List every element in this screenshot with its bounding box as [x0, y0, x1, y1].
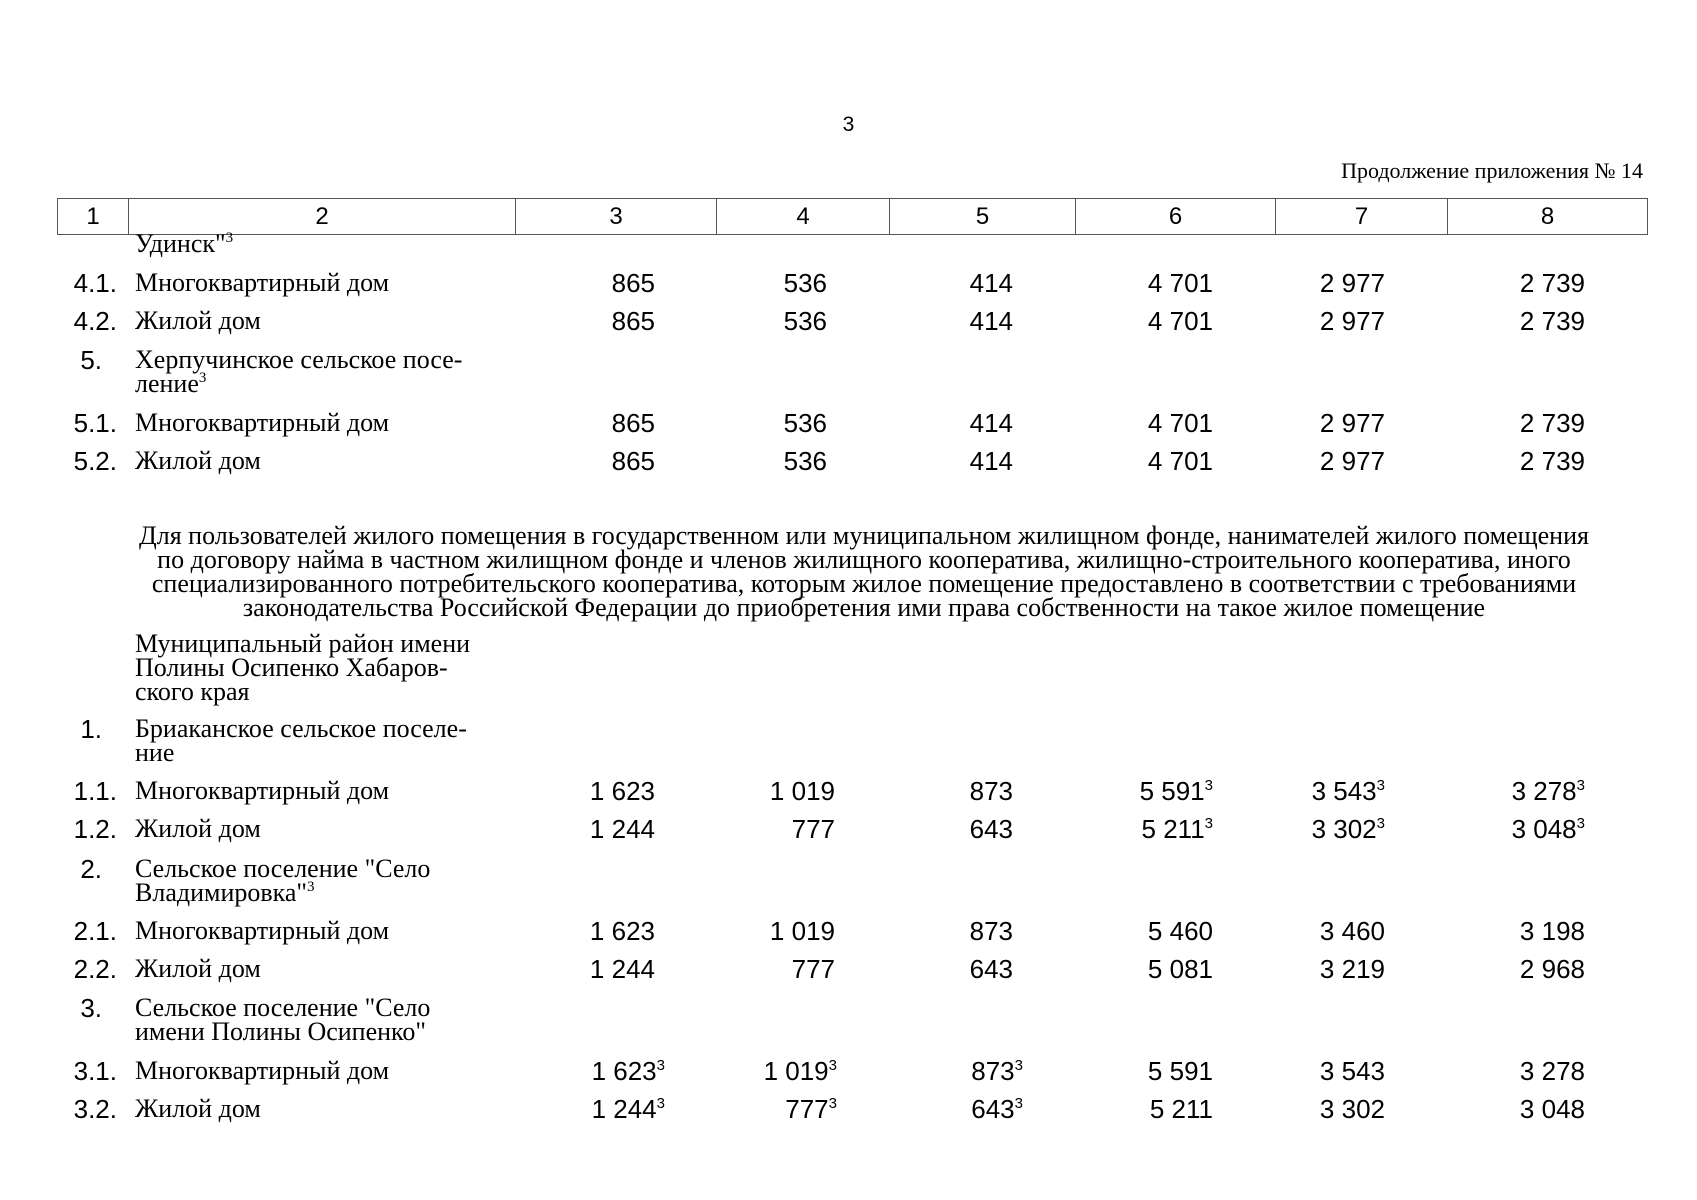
cell-col6: 5 081: [1147, 954, 1213, 984]
carry-over-name: Удинск"$^3$: [135, 229, 234, 258]
item-number: 3.: [80, 993, 102, 1023]
cell-col5: 643: [969, 814, 1013, 844]
cell-col7: 2 977: [1319, 446, 1385, 476]
row-number: 3.2.: [73, 1094, 117, 1124]
column-header-5: 5: [890, 199, 1076, 235]
column-header-7: 7: [1276, 199, 1448, 235]
item-name-line1: Херпучинское сельское посе-: [135, 345, 463, 374]
row-number: 4.2.: [73, 306, 117, 336]
item-number: 2.: [80, 854, 102, 884]
cell-col4: 1 019: [769, 776, 835, 806]
cell-col8: 3 048: [1519, 1094, 1585, 1124]
column-header-8: 8: [1448, 199, 1648, 235]
cell-col6: 4 701: [1147, 306, 1213, 336]
cell-col3: 1 244: [589, 814, 655, 844]
item-name-line2: имени Полины Осипенко": [135, 1017, 426, 1046]
cell-col3: 1 623: [589, 916, 655, 946]
cell-col3: 865: [611, 306, 655, 336]
cell-col5: 873: [969, 776, 1013, 806]
cell-col8: 3 $278^3$: [1511, 776, 1585, 806]
cell-col5: 414: [969, 408, 1013, 438]
cell-col6: 4 701: [1147, 268, 1213, 298]
row-number: 2.1.: [73, 916, 117, 946]
cell-col4: 1 019: [769, 916, 835, 946]
row-number: 1.1.: [73, 776, 117, 806]
cell-col5: $643^3$: [971, 1094, 1023, 1124]
heading-line-1: Для пользователей жилого помещения в государственном или муниципальном жилищном фонде, нанимателей жилого помещения: [139, 521, 1589, 550]
cell-col7: 3 460: [1319, 916, 1385, 946]
row-number: 1.2.: [73, 814, 117, 844]
column-header-3: 3: [516, 199, 717, 235]
cell-col8: 2 968: [1519, 954, 1585, 984]
column-header-6: 6: [1076, 199, 1276, 235]
cell-col3: 1 623: [589, 776, 655, 806]
cell-col3: 1 $244^3$: [591, 1094, 665, 1124]
row-name: Жилой дом: [135, 954, 261, 983]
item-name-line1: Сельское поселение "Село: [135, 854, 431, 883]
row-name: Жилой дом: [135, 446, 261, 475]
cell-col3: 865: [611, 408, 655, 438]
row-number: 2.2.: [73, 954, 117, 984]
row-number: 3.1.: [73, 1056, 117, 1086]
cell-col7: 2 977: [1319, 408, 1385, 438]
item-name-line2: ление$^3$: [135, 369, 207, 398]
cell-col8: 3 198: [1519, 916, 1585, 946]
item-name-line2: Владимировка"$^3$: [135, 878, 315, 907]
cell-col6: 5 $591^3$: [1139, 776, 1213, 806]
row-number: 4.1.: [73, 268, 117, 298]
row-name: Многоквартирный дом: [135, 1056, 390, 1085]
cell-col5: 643: [969, 954, 1013, 984]
district-name-line2: Полины Осипенко Хабаров-: [135, 653, 448, 682]
cell-col8: 2 739: [1519, 268, 1585, 298]
cell-col3: 1 $623^3$: [591, 1056, 665, 1086]
column-number-header: [57, 198, 1648, 235]
row-name: Многоквартирный дом: [135, 408, 390, 437]
heading-line-4: законодательства Российской Федерации до приобретения ими права собственности на такое жилое помещение: [242, 593, 1486, 622]
cell-col7: 3 302: [1319, 1094, 1385, 1124]
cell-col5: 414: [969, 268, 1013, 298]
cell-col6: 5 211: [1149, 1094, 1213, 1124]
cell-col7: 2 977: [1319, 306, 1385, 336]
district-name-line3: ского края: [135, 677, 250, 706]
heading-line-2: по договору найма в частном жилищном фонде и членов жилищного кооператива, жилищно-строительного кооператива, иного: [157, 545, 1571, 574]
cell-col6: 4 701: [1147, 446, 1213, 476]
cell-col4: 536: [783, 306, 827, 336]
cell-col8: 2 739: [1519, 408, 1585, 438]
cell-col8: 3 $048^3$: [1511, 814, 1585, 844]
appendix-continuation-label: Продолжение приложения № 14: [1341, 158, 1643, 183]
cell-col4: 777: [791, 814, 835, 844]
item-name-line1: Бриаканское сельское поселе-: [135, 714, 467, 743]
row-name: Многоквартирный дом: [135, 268, 390, 297]
row-name: Многоквартирный дом: [135, 776, 390, 805]
cell-col4: 777: [791, 954, 835, 984]
district-name-line1: Муниципальный район имени: [135, 629, 471, 658]
cell-col6: 5 460: [1147, 916, 1213, 946]
row-number: 5.2.: [73, 446, 117, 476]
row-name: Жилой дом: [135, 814, 261, 843]
item-number: 5.: [80, 345, 102, 375]
cell-col3: 865: [611, 446, 655, 476]
column-header-2: 2: [129, 199, 516, 235]
row-name: Жилой дом: [135, 1094, 261, 1123]
item-number: 1.: [80, 714, 102, 744]
cell-col4: 536: [783, 268, 827, 298]
row-name: Многоквартирный дом: [135, 916, 390, 945]
cell-col5: 414: [969, 306, 1013, 336]
heading-line-3: специализированного потребительского кооператива, которым жилое помещение предоставлено в соответствии с требованиями: [151, 569, 1577, 598]
page-number: 3: [842, 113, 855, 136]
cell-col3: 1 244: [589, 954, 655, 984]
cell-col5: 414: [969, 446, 1013, 476]
column-header-1: 1: [58, 199, 129, 235]
column-header-4: 4: [717, 199, 890, 235]
cell-col7: 3 543: [1319, 1056, 1385, 1086]
cell-col4: 536: [783, 408, 827, 438]
item-name-line1: Сельское поселение "Село: [135, 993, 431, 1022]
row-name: Жилой дом: [135, 306, 261, 335]
cell-col7: 3 219: [1319, 954, 1385, 984]
cell-col6: 4 701: [1147, 408, 1213, 438]
cell-col7: 3 $543^3$: [1311, 776, 1385, 806]
cell-col7: 2 977: [1319, 268, 1385, 298]
cell-col8: 2 739: [1519, 306, 1585, 336]
cell-col3: 865: [611, 268, 655, 298]
cell-col6: 5 $211^3$: [1141, 814, 1213, 844]
item-name-line2: ние: [135, 738, 175, 767]
cell-col8: 3 278: [1519, 1056, 1585, 1086]
row-number: 5.1.: [73, 408, 117, 438]
cell-col4: $777^3$: [785, 1094, 837, 1124]
cell-col5: $873^3$: [971, 1056, 1023, 1086]
cell-col4: 536: [783, 446, 827, 476]
cell-col5: 873: [969, 916, 1013, 946]
cell-col6: 5 591: [1147, 1056, 1213, 1086]
cell-col8: 2 739: [1519, 446, 1585, 476]
section-heading-paragraph: [64, 521, 1664, 622]
cell-col7: 3 $302^3$: [1311, 814, 1385, 844]
cell-col4: 1 $019^3$: [763, 1056, 837, 1086]
